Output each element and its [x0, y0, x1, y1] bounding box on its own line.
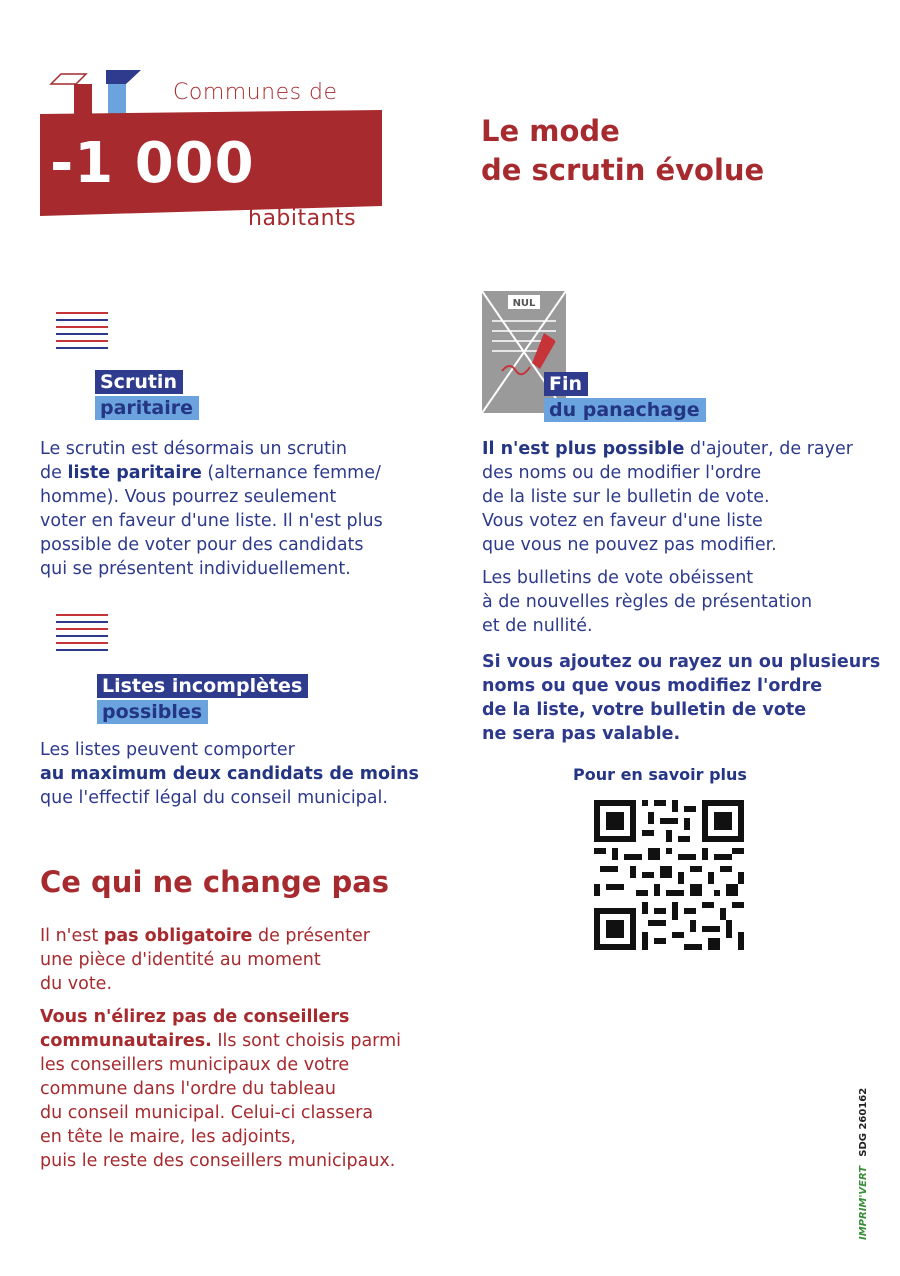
label-listes-incompletes	[97, 674, 308, 724]
listes-paragraph: Les listes peuvent comporter au maximum deux candidats de moins que l'effectif légal du conseil municipal.	[40, 740, 419, 808]
imprim-vert-mark	[858, 1087, 878, 1250]
title-line-2: de scrutin évolue	[481, 153, 765, 187]
section-title-inchange: Ce qui ne change pas	[40, 865, 390, 899]
label-line-2: possibles	[97, 700, 208, 724]
stripes-icon	[56, 614, 108, 656]
scrutin-paragraph: Le scrutin est désormais un scrutin de liste paritaire (alternance femme/ homme). Vous pourrez seulement voter en faveur d'une liste. Il n'est plus possible de voter pour des candidats qui se présentent individuellement.	[40, 439, 383, 579]
qr-code-icon[interactable]	[594, 800, 744, 950]
label-line-2: paritaire	[95, 396, 199, 420]
label-line-1: Listes incomplètes	[97, 674, 308, 698]
panachage-paragraph-3: Si vous ajoutez ou rayez un ou plusieurs noms ou que vous modifiez l'ordre de la liste, votre bulletin de vote ne sera pas valable.	[482, 652, 881, 744]
inchange-paragraph-1: Il n'est pas obligatoire de présenter une pièce d'identité au moment du vote.	[40, 926, 370, 994]
panachage-paragraph-2: Les bulletins de vote obéissent à de nouvelles règles de présentation et de nullité.	[482, 568, 813, 636]
title-line-1: Le mode	[481, 114, 620, 148]
stripes-icon	[56, 312, 108, 354]
page-title	[481, 112, 821, 190]
label-scrutin-paritaire	[95, 370, 199, 420]
population-number: -1 000	[50, 131, 255, 196]
nul-label: NUL	[512, 298, 536, 309]
communes-de-text: Communes de	[173, 80, 338, 105]
qr-title: Pour en savoir plus	[573, 765, 747, 784]
label-fin-panachage	[544, 372, 706, 422]
sdg-code: SDG 260162	[858, 1087, 869, 1157]
inchange-paragraph-2: Vous n'élirez pas de conseillers communautaires. Ils sont choisis parmi les conseillers municipaux de votre commune dans l'ordre du tableau du conseil municipal. Celui-ci classera en tête le maire, les adjoints, puis le reste des conseillers municipaux.	[40, 1007, 401, 1171]
label-line-2: du panachage	[544, 398, 706, 422]
label-line-1: Scrutin	[95, 370, 183, 394]
habitants-text: habitants	[248, 206, 357, 231]
label-line-1: Fin	[544, 372, 588, 396]
imprim-vert-label: IMPRIM'VERT	[858, 1165, 869, 1240]
panachage-paragraph-1: Il n'est plus possible d'ajouter, de rayer des noms ou de modifier l'ordre de la liste sur le bulletin de vote. Vous votez en faveur d'une liste que vous ne pouvez pas modifier.	[482, 439, 853, 555]
